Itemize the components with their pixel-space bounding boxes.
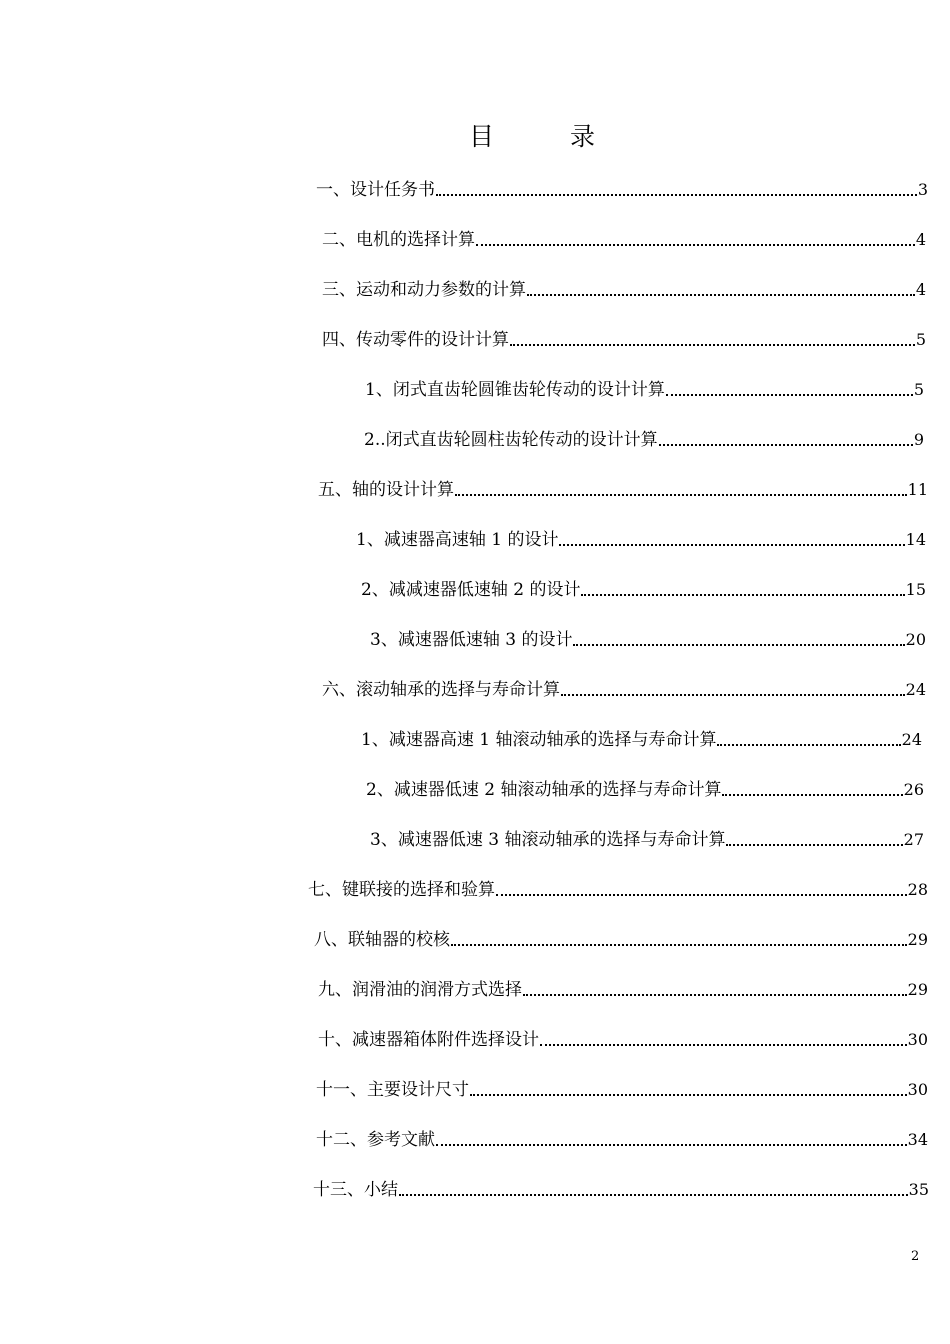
toc-entry[interactable] bbox=[318, 476, 928, 500]
toc-entry-page: 34 bbox=[907, 1130, 928, 1149]
toc-leader-dots bbox=[561, 694, 905, 696]
toc-entry-page: 3 bbox=[917, 180, 928, 199]
toc-entry-label: 一、设计任务书 bbox=[316, 180, 435, 200]
toc-entry-page: 35 bbox=[908, 1180, 929, 1199]
toc-entry-label: 3、减速器低速 3 轴滚动轴承的选择与寿命计算 bbox=[370, 830, 726, 850]
toc-entry[interactable] bbox=[322, 676, 926, 700]
toc-leader-dots bbox=[523, 994, 907, 996]
toc-entry-label: 六、滚动轴承的选择与寿命计算 bbox=[322, 680, 560, 700]
toc-entry[interactable] bbox=[370, 626, 926, 650]
toc-entry[interactable] bbox=[364, 426, 924, 450]
toc-leader-dots bbox=[540, 1044, 907, 1046]
toc-leader-dots bbox=[510, 344, 915, 346]
toc-leader-dots bbox=[722, 794, 902, 796]
toc-entry-label: 1、减速器高速轴 1 的设计 bbox=[356, 530, 559, 550]
toc-leader-dots bbox=[436, 194, 917, 196]
toc-leader-dots bbox=[717, 744, 900, 746]
toc-entry[interactable] bbox=[322, 276, 926, 300]
toc-entry-page: 27 bbox=[903, 830, 924, 849]
toc-entry-label: 2..闭式直齿轮圆柱齿轮传动的设计计算 bbox=[364, 430, 658, 450]
toc-leader-dots bbox=[659, 444, 913, 446]
toc-entry-page: 5 bbox=[913, 380, 924, 399]
toc-title-char-1: 目 bbox=[468, 122, 494, 151]
toc-entry-page: 26 bbox=[903, 780, 924, 799]
toc-entry-label: 三、运动和动力参数的计算 bbox=[322, 280, 526, 300]
toc-entry-page: 24 bbox=[901, 730, 922, 749]
toc-entry[interactable] bbox=[365, 376, 924, 400]
toc-leader-dots bbox=[581, 594, 904, 596]
toc-entry-label: 3、减速器低速轴 3 的设计 bbox=[370, 630, 573, 650]
toc-entry[interactable] bbox=[356, 526, 926, 550]
toc-leader-dots bbox=[455, 494, 907, 496]
toc-leader-dots bbox=[559, 544, 904, 546]
toc-entry-label: 十二、参考文献 bbox=[316, 1130, 435, 1150]
toc-entry-label: 四、传动零件的设计计算 bbox=[322, 330, 509, 350]
toc-entry-label: 2、减减速器低速轴 2 的设计 bbox=[361, 580, 581, 600]
toc-entry[interactable] bbox=[361, 576, 926, 600]
toc-leader-dots bbox=[496, 894, 907, 896]
toc-entry-label: 2、减速器低速 2 轴滚动轴承的选择与寿命计算 bbox=[366, 780, 722, 800]
toc-leader-dots bbox=[451, 944, 907, 946]
toc-entry[interactable] bbox=[318, 976, 928, 1000]
toc-entry[interactable] bbox=[308, 876, 928, 900]
toc-leader-dots bbox=[399, 1194, 908, 1196]
toc-entry[interactable] bbox=[322, 326, 926, 350]
toc-entry[interactable] bbox=[314, 926, 928, 950]
toc-entry-label: 1、闭式直齿轮圆锥齿轮传动的设计计算 bbox=[365, 380, 665, 400]
toc-entry-page: 9 bbox=[913, 430, 924, 449]
toc-entry[interactable] bbox=[366, 776, 924, 800]
toc-entry-page: 5 bbox=[915, 330, 926, 349]
toc-entry[interactable] bbox=[316, 176, 928, 200]
toc-entry[interactable] bbox=[361, 726, 922, 750]
toc-entry-label: 五、轴的设计计算 bbox=[318, 480, 454, 500]
toc-leader-dots bbox=[470, 1094, 907, 1096]
toc-entry-label: 二、电机的选择计算 bbox=[322, 230, 475, 250]
toc-entry-label: 九、润滑油的润滑方式选择 bbox=[318, 980, 522, 1000]
toc-entry-page: 15 bbox=[905, 580, 926, 599]
toc-entry-page: 14 bbox=[905, 530, 926, 549]
toc-entry-page: 4 bbox=[915, 230, 926, 249]
toc-entry-label: 八、联轴器的校核 bbox=[314, 930, 450, 950]
toc-entry[interactable] bbox=[313, 1176, 929, 1200]
toc-entry[interactable] bbox=[370, 826, 924, 850]
toc-entry-page: 11 bbox=[907, 480, 928, 499]
toc-leader-dots bbox=[726, 844, 902, 846]
toc-entry-label: 十、减速器箱体附件选择设计 bbox=[318, 1030, 539, 1050]
toc-entry[interactable] bbox=[322, 226, 926, 250]
toc-entry-label: 1、减速器高速 1 轴滚动轴承的选择与寿命计算 bbox=[361, 730, 717, 750]
toc-entry-page: 24 bbox=[905, 680, 926, 699]
toc-entry-label: 十三、小结 bbox=[313, 1180, 398, 1200]
page-number: 2 bbox=[911, 1249, 920, 1264]
toc-entry-page: 30 bbox=[907, 1030, 928, 1049]
toc-entry[interactable] bbox=[316, 1076, 928, 1100]
toc-entry-page: 20 bbox=[905, 630, 926, 649]
toc-entry[interactable] bbox=[316, 1126, 928, 1150]
toc-entry[interactable] bbox=[318, 1026, 928, 1050]
toc-entry-label: 十一、主要设计尺寸 bbox=[316, 1080, 469, 1100]
toc-leader-dots bbox=[436, 1144, 907, 1146]
toc-entry-page: 30 bbox=[907, 1080, 928, 1099]
toc-entry-page: 29 bbox=[907, 980, 928, 999]
toc-leader-dots bbox=[573, 644, 904, 646]
toc-leader-dots bbox=[476, 244, 915, 246]
toc-entry-page: 29 bbox=[907, 930, 928, 949]
toc-title-char-2: 录 bbox=[570, 122, 596, 151]
toc-leader-dots bbox=[666, 394, 913, 396]
toc-entry-page: 28 bbox=[907, 880, 928, 899]
toc-entry-label: 七、键联接的选择和验算 bbox=[308, 880, 495, 900]
toc-leader-dots bbox=[527, 294, 915, 296]
toc-entry-page: 4 bbox=[915, 280, 926, 299]
